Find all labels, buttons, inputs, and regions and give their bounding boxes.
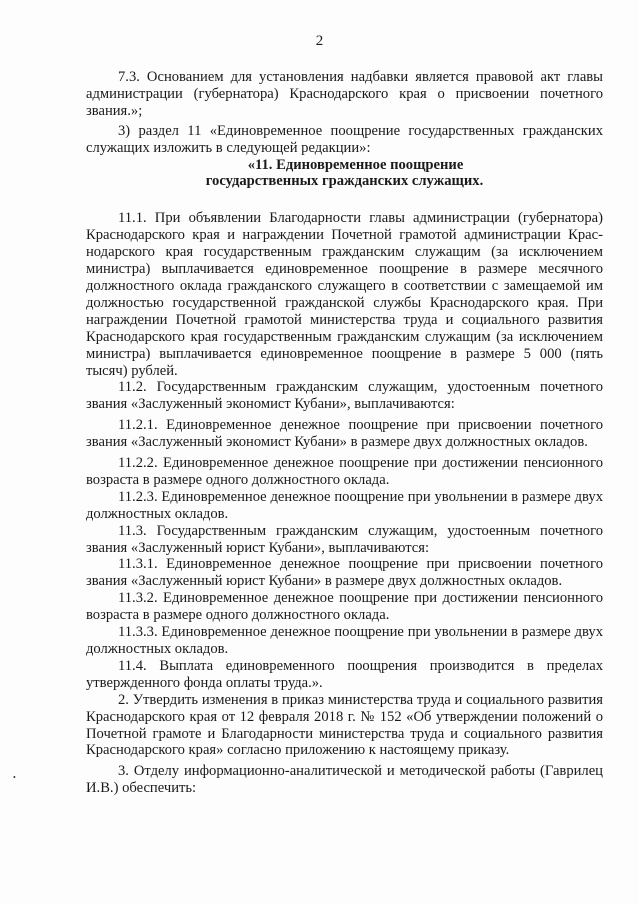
paragraph-11-4: 11.4. Выплата единовременного поощрения производится в пределах утвержденного фонда оплаты труда.».: [86, 657, 603, 691]
section-heading: [86, 157, 603, 191]
paragraph-11-3: 11.3. Государственным гражданским служащим, удостоенным почетного звания «Заслуженный юрист Кубани», выплачиваются:: [86, 522, 603, 556]
paragraph-11-2-3: 11.2.3. Единовременное денежное поощрение при увольнении в размере двух должностных окладов.: [86, 488, 603, 522]
paragraph-3: 3. Отделу информационно-аналитической и методической работы (Гаврилец И.В.) обеспечить:: [86, 763, 603, 797]
paragraph-section-11-intro: 3) раздел 11 «Единовременное поощрение государственных гражданских служащих изложить в следующей редакции»:: [86, 122, 603, 156]
paragraph-11-1: 11.1. При объявлении Благодарности главы администрации (губернатора) Краснодарского края и награждении Почетной грамотой администрации Краснодарского края государственным гражданским служащим (за исключением министра) выплачивается единовременное поощрение в размере месячного должностного оклада гражданского служащего в соответствии с замещаемой им должностью государственной гражданской службы Краснодарского края. При награждении Почетной грамотой министерства труда и социального развития Краснодарского края государственным гражданским служащим (за исключением министра) выплачивается единовременное поощрение в размере 5 000 (пять тысяч) рублей.: [86, 210, 603, 379]
paragraph-11-2-2: 11.2.2. Единовременное денежное поощрение при достижении пенсионного возраста в размере одного должностного оклада.: [86, 455, 603, 488]
paragraph-11-3-1: 11.3.1. Единовременное денежное поощрение при присвоении почетного звания «Заслуженный юрист Кубани» в размере двух должностных окладов.: [86, 556, 603, 590]
document-body: [86, 69, 603, 797]
section-heading-line-2: государственных гражданских служащих.: [205, 173, 484, 190]
paragraph-11-2-1: 11.2.1. Единовременное денежное поощрение при присвоении почетного звания «Заслуженный экономист Кубани» в размере двух должностных окладов.: [86, 417, 603, 451]
paragraph-11-3-2: 11.3.2. Единовременное денежное поощрение при достижении пенсионного возраста в размере одного должностного оклада.: [86, 590, 603, 624]
paragraph-2: 2. Утвердить изменения в приказ министерства труда и социального развития Краснодарского края от 12 февраля 2018 г. № 152 «Об утверждении положений о Почетной грамоте и Благодарности министерства труда и социального развития Краснодарского края» согласно приложению к настоящему приказу.: [86, 691, 603, 759]
scan-speck: •: [13, 773, 16, 782]
page-number: 2: [315, 33, 324, 49]
paragraph-7-3: 7.3. Основанием для установления надбавки является правовой акт главы администрации (губернатора) Краснодарского края о присвоении почетного звания.»;: [86, 69, 603, 119]
paragraph-11-2: 11.2. Государственным гражданским служащим, удостоенным почетного звания «Заслуженный экономист Кубани», выплачиваются:: [86, 379, 603, 413]
section-heading-line-1: «11. Единовременное поощрение: [247, 156, 464, 173]
paragraph-11-3-3: 11.3.3. Единовременное денежное поощрение при увольнении в размере двух должностных окладов.: [86, 624, 603, 657]
